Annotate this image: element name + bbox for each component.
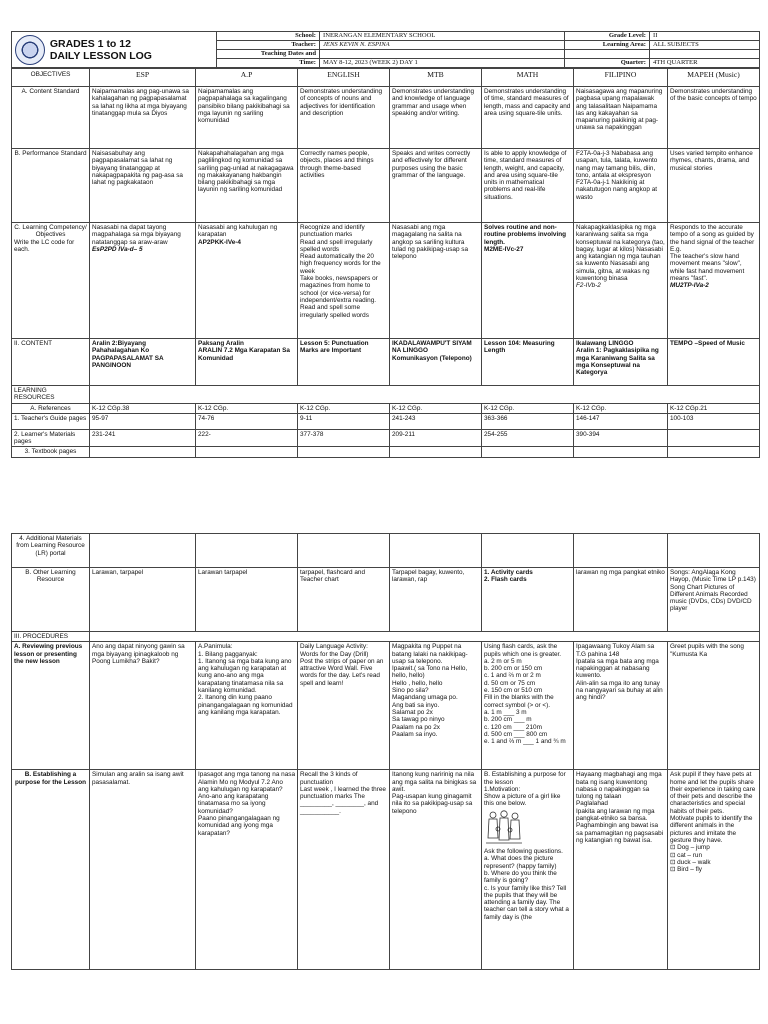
cell-ap: 222- [196, 429, 298, 447]
cell-ap [196, 223, 298, 339]
cell-esp: 95-97 [90, 413, 196, 429]
cell-filipino: K-12 CGp. [574, 403, 668, 413]
cell-english: tarpapel, flashcard and Teacher chart [298, 568, 390, 632]
row-label: A. References [12, 403, 90, 413]
content-text: Komunikasyon (Telepono) [392, 354, 472, 362]
cell-ap: Larawan tarpapel [196, 568, 298, 632]
blank-cell [90, 534, 196, 568]
page-2 [0, 533, 768, 970]
competency-code: M2ME-IVc-27 [484, 245, 524, 253]
school-label: School: [217, 32, 320, 41]
cell-mtb: K-12 CGp. [390, 403, 482, 413]
cell-ap: Naipamamalas ang pagpapahalaga sa kagalingang pansibiko bilang pakikibahagi sa mga layunin ng sariling komunidad [196, 87, 298, 149]
competency-code: F2-IVb-2 [576, 282, 601, 290]
cell-ap: K-12 CGp. [196, 403, 298, 413]
cell-english: Recognize and identify punctuation marks Read and spell irregularly spelled words Read automatically the 20 high frequency words for the week Take books, newspapers or magazines from home to school (or vice-versa) for independent/extra reading. Read and spell some irregularly spelled words [298, 223, 390, 339]
grade-label: Grade Level: [565, 32, 650, 41]
col-mapeh: MAPEH (Music) [668, 69, 760, 87]
area-label: Learning Area: [565, 41, 650, 50]
col-math: MATH [482, 69, 574, 87]
cell-mapeh: Uses varied tempito enhance rhymes, chants, drama, and musical stories [668, 149, 760, 223]
cell-mtb: Tarpapel bagay, kuwento, larawan, rap [390, 568, 482, 632]
header-table [11, 31, 760, 68]
cell-esp: Naisasabuhay ang pagpapasalamat sa lahat ng biyayang tinatanggap at nakapagpapakita ng pag-asa sa lahat ng pagkakataon [90, 149, 196, 223]
cell-esp: K-12 CGp.38 [90, 403, 196, 413]
cell-mapeh: Ask pupil if they have pets at home and let the pupils share their experience in taking care of their pets and describe the characteristics and special habits of their pets. Motivate pupils to identify the different animals in the pictures and imitate the gesture they have. ⊡ Dog – jump ⊡ cat – run ⊡ duck – walk ⊡ Bird – fly [668, 770, 760, 970]
cell-filipino: Naisasagawa ang mapanuring pagbasa upang mapalawak ang talasalitaan Naipamama las ang kakayahan sa mapanuring pakikinig at pag-unawa sa napakinggan [574, 87, 668, 149]
cell-filipino [574, 223, 668, 339]
row-label: B. Other Learning Resource [12, 568, 90, 632]
cell-esp: Ano ang dapat ninyong gawin sa mga biyayang ipinagkaloob ng Poong Lumikha? Bakit? [90, 642, 196, 770]
cell-math: Is able to apply knowledge of time, standard measures of length, weight, and capacity, and area using square-tile units in mathematical problems and real-life situations. [482, 149, 574, 223]
cell-math: 254-255 [482, 429, 574, 447]
cell-mapeh: Greet pupils with the song "Kumusta Ka [668, 642, 760, 770]
cell-filipino: Ipagawaang Tukoy Alam sa T.G pahina 148 Ipatala sa mga bata ang mga napakinggan at nabasang kuwento. Alin-alin sa mga ito ang tunay na nangyayari sa buhay at alin ang hindi? [574, 642, 668, 770]
row-performance-standard [12, 149, 760, 223]
row-label: II. CONTENT [12, 339, 90, 386]
cell-esp: Simulan ang aralin sa isang awit pasasalamat. [90, 770, 196, 970]
cell-mapeh [668, 223, 760, 339]
cell-filipino: F2TA-0a-j-3 Nababasa ang usapan, tula, talata, kuwento nang may tamang bilis, diin, tono, antala at ekspresyon F2TA-0a-j-1 Nakikinig at nakatutugon nang angkop at wasto [574, 149, 668, 223]
competency-text: Nakapagkaklasipika ng mga karaniwang salita sa mga konseptuwal na kategorya (tao, bagay, lugar at kilos) Nasasabi ang katangian ng mga tauhan sa kuwento Nasasabi ang simula, gitna, at wakas ng kuwentong binasa [576, 224, 665, 283]
cell-ap: Ipasagot ang mga tanong na nasa Alamin Mo ng Modyul 7.2 Ano ang kahulugan ng karapatan? Ano-ano ang karapatang tinatamasa mo sa iyong komunidad? Paano pinangangalagaan ng komunidad ang iyong mga karapatan? [196, 770, 298, 970]
cell-math: Demonstrates understanding of time, standard measures of length, mass and capacity and area using square-tile units. [482, 87, 574, 149]
teacher-value: JENS KEVIN N. ESPINA [320, 41, 565, 50]
page-1 [0, 31, 768, 458]
cell-mapeh: Demonstrates understanding of the basic concepts of tempo [668, 87, 760, 149]
cell-mtb: Itanong kung naririnig na nila ang mga salita na binigkas sa awit. Pag-usapan kung ginagamit nila ito sa pakikipag-usap sa telepono [390, 770, 482, 970]
col-ap: A.P [196, 69, 298, 87]
cell-filipino: 146-147 [574, 413, 668, 429]
blank-cell [482, 447, 574, 457]
blank-cell [90, 447, 196, 457]
competency-text: Nasasabi na dapat tayong magpahalaga sa mga biyayang natatanggap sa araw-araw [92, 224, 181, 246]
dates-label-2: Time: [217, 59, 320, 68]
col-esp: ESP [90, 69, 196, 87]
procedures-table [11, 533, 760, 970]
cell-mtb [390, 339, 482, 386]
dates-blank [320, 50, 565, 59]
blank-cell [574, 447, 668, 457]
cell-math: Using flash cards, ask the pupils which one is greater. a. 2 m or 5 m b. 200 cm or 150 cm c. 1 and ⅔ m or 2 m d. 50 cm or 75 cm e. 150 cm or 510 cm Fill in the blanks with the correct symbol (> or <). a. 1 m ___ 3 m b. 200 cm ___ m c. 120 cm ___ 210m d. 500 cm ___ 800 cm e. 1 and ⅔ m ___ 1 and ¾ m [482, 642, 574, 770]
cell-filipino: 390-394 [574, 429, 668, 447]
dates-label-1: Teaching Dates and [217, 50, 320, 59]
cell-mapeh: 100-103 [668, 413, 760, 429]
cell-english: Correctly names people, objects, places and things through theme-based activities [298, 149, 390, 223]
competency-code: AP2PKK-IVe-4 [198, 238, 241, 246]
cell-math: 1. Activity cards 2. Flash cards [482, 568, 574, 632]
area-value: ALL SUBJECTS [650, 41, 760, 50]
row-content [12, 339, 760, 386]
row-content-standard [12, 87, 760, 149]
blank-cell [668, 447, 760, 457]
col-filipino: FILIPINO [574, 69, 668, 87]
cell-math: Lesson 104: Measuring Length [482, 339, 574, 386]
blank-cell [565, 50, 650, 59]
row-label [12, 223, 90, 339]
header-title-cell [12, 32, 217, 68]
cell-mtb: Speaks and writes correctly and effectively for different purposes using the basic grammar of the language. [390, 149, 482, 223]
blank-cell [390, 534, 482, 568]
row-references [12, 403, 760, 413]
quarter-label: Quarter: [565, 59, 650, 68]
cell-esp [90, 223, 196, 339]
blank-cell [650, 50, 760, 59]
row-label: B. Performance Standard [12, 149, 90, 223]
competency-code: MU2TP-IVa-2 [670, 282, 709, 290]
establishing-text: B. Establishing a purpose for the lesson 1.Motivation: Show a picture of a girl like this one below. [484, 771, 566, 808]
cell-ap: Nakapahahalagahan ang mga paglilingkod ng komunidad sa sariling pag-unlad at nakagagawa ng makakayanang hakbangin bilang pakikibahagi sa mga layunin ng sariling komunidad [196, 149, 298, 223]
cell-filipino: larawan ng mga pangkat etniko [574, 568, 668, 632]
competency-label: C. Learning Competency/ Objectives [14, 224, 87, 239]
cell-math: K-12 CGp. [482, 403, 574, 413]
cell-math [482, 770, 574, 970]
cell-english: Demonstrates understanding of concepts of nouns and adjectives for identification and description [298, 87, 390, 149]
deped-seal-icon [15, 35, 45, 65]
cell-mapeh: K-12 CGp.21 [668, 403, 760, 413]
row-procedures [12, 632, 760, 642]
quarter-value: 4TH QUARTER [650, 59, 760, 68]
cell-mapeh: TEMPO –Speed of Music [668, 339, 760, 386]
competency-note: Write the LC code for each. [14, 238, 75, 253]
blank-cell [298, 534, 390, 568]
row-label: 1. Teacher's Guide pages [12, 413, 90, 429]
cell-english: Lesson 5: Punctuation Marks are Important [298, 339, 390, 386]
row-teachers-guide [12, 413, 760, 429]
cell-esp: 231-241 [90, 429, 196, 447]
competency-text: Nasasabi ang kahulugan ng karapatan [198, 224, 278, 239]
col-objectives: OBJECTIVES [12, 69, 90, 87]
blank-cell [668, 534, 760, 568]
dates-value: MAY 8-12, 2023 (WEEK 2) DAY 1 [320, 59, 565, 68]
row-establishing [12, 770, 760, 970]
row-additional-materials [12, 534, 760, 568]
competency-text: Responds to the accurate tempo of a song as guided by the hand signal of the teacher E.g. The teacher's slow hand movement means "slow", while fast hand movement means "fast". [670, 224, 755, 283]
cell-mapeh: Songs: AngAlaga Kong Hayop, (Music Time LP p.143) Song Chart Pictures of Different Animals Recorded music (DVDs, CDs) DVD/CD player [668, 568, 760, 632]
blank-cell [390, 447, 482, 457]
row-label: A. Reviewing previous lesson or presenting the new lesson [12, 642, 90, 770]
cell-mtb: 241-243 [390, 413, 482, 429]
cell-esp: Larawan, tarpapel [90, 568, 196, 632]
cell-english: 9-11 [298, 413, 390, 429]
cell-ap: Paksang Aralin ARALIN 7.2 Mga Karapatan Sa Komunidad [196, 339, 298, 386]
row-competencies [12, 223, 760, 339]
school-value: INERANGAN ELEMENTARY SCHOOL [320, 32, 565, 41]
competency-text: Solves routine and non-routine problems involving length. [484, 224, 567, 246]
row-reviewing [12, 642, 760, 770]
row-label: 2. Learner's Materials pages [12, 429, 90, 447]
cell-filipino: Hayaang magbahagi ang mga bata ng isang kuwentong nabasa o napakinggan sa tulong ng talaan Paglalahad Ipakita ang larawan ng mga pangkat-etniko sa bansa. Paghambingin ang bawat isa sa pamamagitan ng pagsasabi ng katangian ng bawat isa. [574, 770, 668, 970]
establishing-questions: Ask the following questions. a. What does the picture represent? (happy family) b. Where do you think the family is going? c. Is your family like this? Tell the pupils that they will be attending a family day. The teacher can tell a story what a family day is (the [484, 848, 569, 921]
blank-cell [196, 447, 298, 457]
cell-mtb: Magpakita ng Puppet na batang lalaki na nakikipag-usap sa telepono. Ipaawit.( sa Tono na Hello, hello, hello) Hello , hello, hello Sino po sila? Magandang umaga po. Ang bati sa inyo. Salamat po 2x Sa tawag po ninyo Paalam na po 2x Paalam sa inyo. [390, 642, 482, 770]
row-other-resource [12, 568, 760, 632]
blank-cell [298, 447, 390, 457]
row-label: A. Content Standard [12, 87, 90, 149]
cell-esp: Aralin 2:Biyayang Pahahalagahan Ko PAGPAPASALAMAT SA PANGINOON [90, 339, 196, 386]
cell-math [482, 223, 574, 339]
cell-mtb: Demonstrates understanding and knowledge of language grammar and usage when speaking and/or writing. [390, 87, 482, 149]
cell-filipino: Ikalawang LINGGO Aralin 1: Pagkaklasipika ng mga Karaniwang Salita sa mga Konseptuwal na Kategorya [574, 339, 668, 386]
col-english: ENGLISH [298, 69, 390, 87]
cell-english: Daily Language Activity: Words for the Day (Drill) Post the strips of paper on an attractive Word Wall. Five words for the day. Let's read spell and learn! [298, 642, 390, 770]
cell-mapeh [668, 429, 760, 447]
blank-cell [482, 534, 574, 568]
row-label: III. PROCEDURES [12, 632, 90, 642]
row-label: 4. Additional Materials from Learning Resource (LR) portal [12, 534, 90, 568]
competency-code: EsP2PD IVa-d– 5 [92, 245, 143, 253]
blank-cell [196, 534, 298, 568]
blank-cell [90, 632, 760, 642]
title-line-2: DAILY LESSON LOG [49, 49, 152, 62]
family-picture-icon [484, 808, 524, 846]
title-line-1: GRADES 1 to 12 [49, 37, 131, 50]
content-text: IKADALAWAMPU'T SIYAM NA LINGGO [392, 340, 472, 355]
objectives-table [11, 68, 760, 458]
cell-mtb: Nasasabi ang mga magagalang na salita na angkop sa sariling kultura tulad ng pakikipag-usap sa telepono [390, 223, 482, 339]
row-label: 3. Textbook pages [12, 447, 90, 457]
cell-esp: Naipamamalas ang pag-unawa sa kahalagahan ng pagpapasalamat sa lahat ng likha at mga biyayang tinatanggap mula sa Diyos [90, 87, 196, 149]
cell-math: 363-366 [482, 413, 574, 429]
cell-ap: A.Panimula: 1. Bilang pagganyak: 1. Itanong sa mga bata kung ano ang kahulugan ng karapatan at kung ano-ano ang mga karapatang tinatamasa nila sa kanilang komunidad. 2. Itanong din kung paano pinangangalagaan ng komunidad ang kanilang mga karapatan. [196, 642, 298, 770]
cell-english: Recall the 3 kinds of punctuation Last week , I learned the three punctuation marks The _________, ________, and ___________. [298, 770, 390, 970]
teacher-label: Teacher: [217, 41, 320, 50]
row-learning-resources [12, 386, 760, 404]
col-mtb: MTB [390, 69, 482, 87]
cell-english: 377-378 [298, 429, 390, 447]
blank-cell [90, 386, 760, 404]
cell-ap: 74-76 [196, 413, 298, 429]
blank-cell [574, 534, 668, 568]
cell-english: K-12 CGp. [298, 403, 390, 413]
cell-mtb: 209-211 [390, 429, 482, 447]
grade-value: II [650, 32, 760, 41]
row-label: LEARNING RESOURCES [12, 386, 90, 404]
row-learners-materials [12, 429, 760, 447]
row-textbook [12, 447, 760, 457]
row-label: B. Establishing a purpose for the Lesson [12, 770, 90, 970]
